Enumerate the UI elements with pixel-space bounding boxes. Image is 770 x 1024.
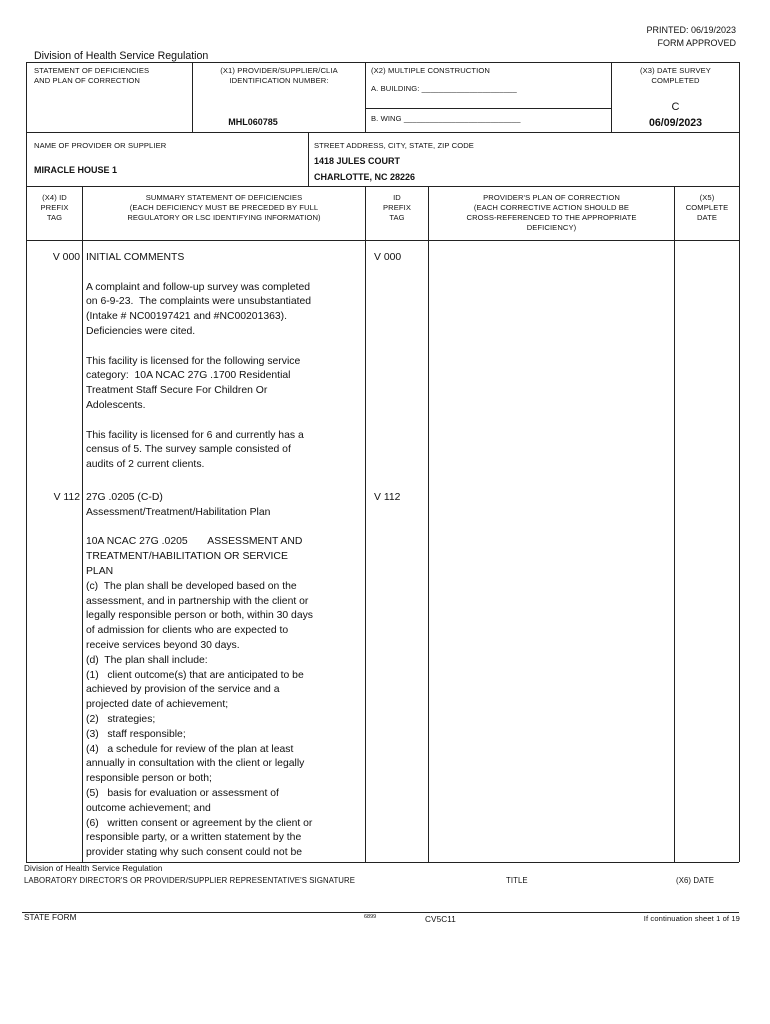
x3-label: (X3) DATE SURVEY COMPLETED xyxy=(640,66,711,85)
entry-line: Deficiencies were cited. xyxy=(86,325,196,337)
provider-name: MIRACLE HOUSE 1 xyxy=(34,165,118,175)
survey-date: 06/09/2023 xyxy=(648,117,703,129)
entry-line: legally responsible person or both, within 30 days xyxy=(86,610,313,622)
entry-line: (3) staff responsible; xyxy=(86,728,186,740)
printed-date: PRINTED: 06/19/2023 xyxy=(646,25,736,35)
title-label: TITLE xyxy=(506,876,528,885)
entry-v000-text xyxy=(86,251,362,473)
x4-header: (X4) ID PREFIX TAG xyxy=(40,193,69,222)
address-line2: CHARLOTTE, NC 28226 xyxy=(314,172,416,182)
address-line1: 1418 JULES COURT xyxy=(314,156,401,166)
entry-line: (5) basis for evaluation or assessment of xyxy=(86,787,279,799)
entry-line: category: 10A NCAC 27G .1700 Residential xyxy=(86,370,291,382)
state-form-label: STATE FORM xyxy=(24,913,77,922)
entry-line: (1) client outcome(s) that are anticipated to be xyxy=(86,669,304,681)
entry-line xyxy=(86,266,362,281)
entry-line: annually in consultation with the client or legally xyxy=(86,758,305,770)
entry-line: Assessment/Treatment/Habilitation Plan xyxy=(86,506,271,518)
form-number: 6899 xyxy=(364,914,377,920)
statement-label: STATEMENT OF DEFICIENCIES AND PLAN OF CORRECTION xyxy=(34,66,150,85)
entry-line: responsible party, or a written statement by the xyxy=(86,832,302,844)
entry-line xyxy=(86,521,362,536)
summary-header: SUMMARY STATEMENT OF DEFICIENCIES (EACH DEFICIENCY MUST BE PRECEDED BY FULL REGULATORY OR LSC IDENTIFYING INFORMATION) xyxy=(127,193,321,222)
entry-line: Adolescents. xyxy=(86,399,146,411)
entry-line xyxy=(86,414,362,429)
address-label: STREET ADDRESS, CITY, STATE, ZIP CODE xyxy=(314,141,474,150)
entry-line: provider stating why such consent could not be xyxy=(86,847,303,859)
entry-line: census of 5. The survey sample consisted of xyxy=(86,444,291,456)
tag-right-v000: V 000 xyxy=(374,252,402,263)
x6-date-label: (X6) DATE xyxy=(676,876,715,885)
entry-line: Treatment Staff Secure For Children Or xyxy=(86,385,268,397)
agency-title: Division of Health Service Regulation xyxy=(34,50,209,62)
entry-line: PLAN xyxy=(86,565,114,577)
entry-line: This facility is licensed for 6 and currently has a xyxy=(86,429,304,441)
entry-line: assessment, and in partnership with the client or xyxy=(86,595,309,607)
entry-line: projected date of achievement; xyxy=(86,699,229,711)
entry-line: (6) written consent or agreement by the client or xyxy=(86,817,313,829)
entry-line: INITIAL COMMENTS xyxy=(86,252,185,263)
entry-line: (Intake # NC00197421 and #NC00201363). xyxy=(86,311,288,323)
entry-line: outcome achievement; and xyxy=(86,802,211,814)
entry-line: (d) The plan shall include: xyxy=(86,654,208,666)
tag-left-v112: V 112 xyxy=(53,492,80,503)
continuation-sheet: If continuation sheet 1 of 19 xyxy=(643,914,740,923)
building-label: A. BUILDING: ______________________ xyxy=(371,84,517,93)
entry-line: (c) The plan shall be developed based on the xyxy=(86,580,297,592)
entry-v112-text xyxy=(86,491,362,861)
tag-left-v000: V 000 xyxy=(52,252,80,263)
entry-line: A complaint and follow-up survey was completed xyxy=(86,281,311,293)
x5-header: (X5) COMPLETE DATE xyxy=(685,193,729,222)
entry-line: TREATMENT/HABILITATION OR SERVICE xyxy=(86,551,288,563)
entry-line: 10A NCAC 27G .0205 ASSESSMENT AND xyxy=(86,536,303,548)
entry-line xyxy=(86,340,362,355)
entry-line: 27G .0205 (C-D) xyxy=(86,492,163,503)
x2-label: (X2) MULTIPLE CONSTRUCTION xyxy=(371,66,490,75)
entry-line: This facility is licensed for the following service xyxy=(86,355,301,367)
signature-label: LABORATORY DIRECTOR'S OR PROVIDER/SUPPLIER REPRESENTATIVE'S SIGNATURE xyxy=(24,876,356,885)
entry-line: receive services beyond 30 days. xyxy=(86,639,240,651)
entry-line: (2) strategies; xyxy=(86,713,156,725)
tag-right-v112: V 112 xyxy=(374,492,401,503)
wing-label: B. WING ___________________________ xyxy=(371,114,521,123)
provider-name-label: NAME OF PROVIDER OR SUPPLIER xyxy=(34,141,167,150)
entry-line: achieved by provision of the service and a xyxy=(86,684,280,696)
entry-line: audits of 2 current clients. xyxy=(86,459,205,471)
footer-agency: Division of Health Service Regulation xyxy=(24,864,163,873)
form-approved: FORM APPROVED xyxy=(657,38,736,48)
event-id: CV5C11 xyxy=(425,915,456,924)
entry-line: on 6-9-23. The complaints were unsubstantiated xyxy=(86,296,312,308)
id-header: ID PREFIX TAG xyxy=(382,193,412,222)
x1-label: (X1) PROVIDER/SUPPLIER/CLIA IDENTIFICATION NUMBER: xyxy=(220,66,338,85)
plan-header: PROVIDER'S PLAN OF CORRECTION (EACH CORRECTIVE ACTION SHOULD BE CROSS-REFERENCED TO THE APPROPRIATE DEFICIENCY) xyxy=(466,193,637,232)
survey-code: C xyxy=(671,101,680,113)
entry-line: responsible person or both; xyxy=(86,773,212,785)
entry-line: of admission for clients who are expected to xyxy=(86,625,289,637)
provider-id: MHL060785 xyxy=(228,117,278,127)
entry-line: (4) a schedule for review of the plan at least xyxy=(86,743,294,755)
